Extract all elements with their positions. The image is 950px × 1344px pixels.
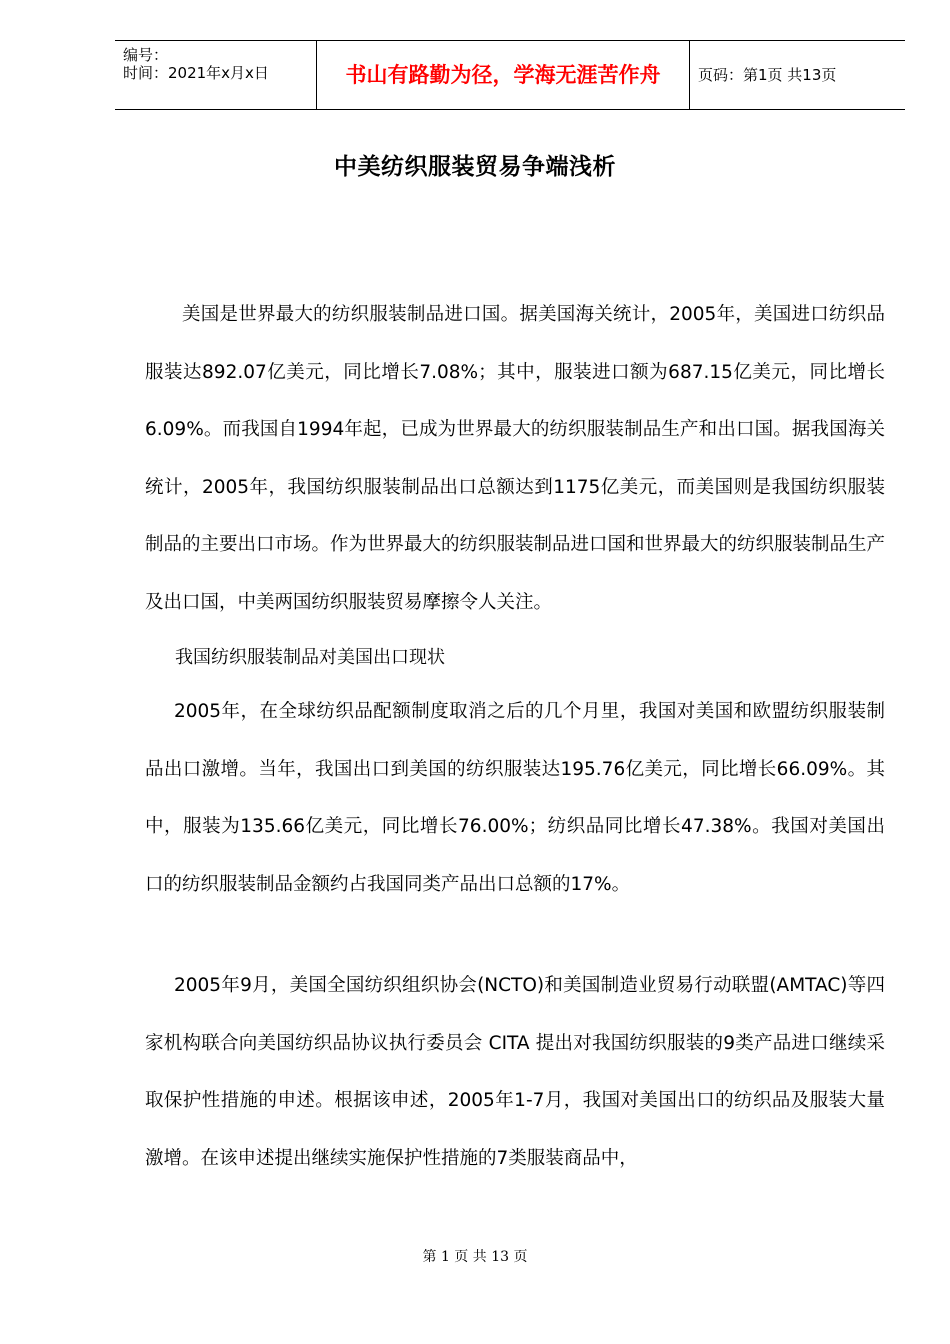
- document-title: 中美纺织服装贸易争端浅析: [334, 154, 616, 180]
- time-label: 时间：2021年x月x日: [123, 64, 269, 82]
- serial-label: 编号：: [123, 46, 169, 64]
- paragraph-safeguard-petition: 2005年9月，美国全国纺织组织协会(NCTO)和美国制造业贸易行动联盟(AMTAC)等四家机构联合向美国纺织品协议执行委员会 CITA 提出对我国纺织服装的9类产品进口继续采取保护性措施的申述。根据该申述，2005年1-7月，我国对美国出口的纺织品及服装大量激增。在该申述提出继续实施保护性措施的7类服装商品中，: [145, 975, 885, 1169]
- paragraph-export-status: 2005年，在全球纺织品配额制度取消之后的几个月里，我国对美国和欧盟纺织服装制品出口激增。当年，我国出口到美国的纺织服装达195.76亿美元，同比增长66.09%。其中，服装为135.66亿美元，同比增长76.00%；纺织品同比增长47.38%。我国对美国出口的纺织服装制品金额约占我国同类产品出口总额的17%。: [145, 701, 885, 895]
- page-footer: 第 1 页 共 13 页: [422, 1249, 528, 1265]
- header-motto: 书山有路勤为径，学海无涯苦作舟: [317, 41, 690, 109]
- document-header: [115, 40, 905, 110]
- header-page-info: 页码：第1页 共13页: [698, 66, 837, 84]
- paragraph-us-imports: 美国是世界最大的纺织服装制品进口国。据美国海关统计，2005年，美国进口纺织品服装达892.07亿美元，同比增长7.08%；其中，服装进口额为687.15亿美元，同比增长6.09%。而我国自1994年起，已成为世界最大的纺织服装制品生产和出口国。据我国海关统计，2005年，我国纺织服装制品出口总额达到1175亿美元，而美国则是我国纺织服装制品的主要出口市场。作为世界最大的纺织服装制品进口国和世界最大的纺织服装制品生产及出口国，中美两国纺织服装贸易摩擦令人关注。: [145, 304, 886, 613]
- section-subheading: 我国纺织服装制品对美国出口现状: [175, 647, 445, 668]
- header-meta: [115, 41, 317, 109]
